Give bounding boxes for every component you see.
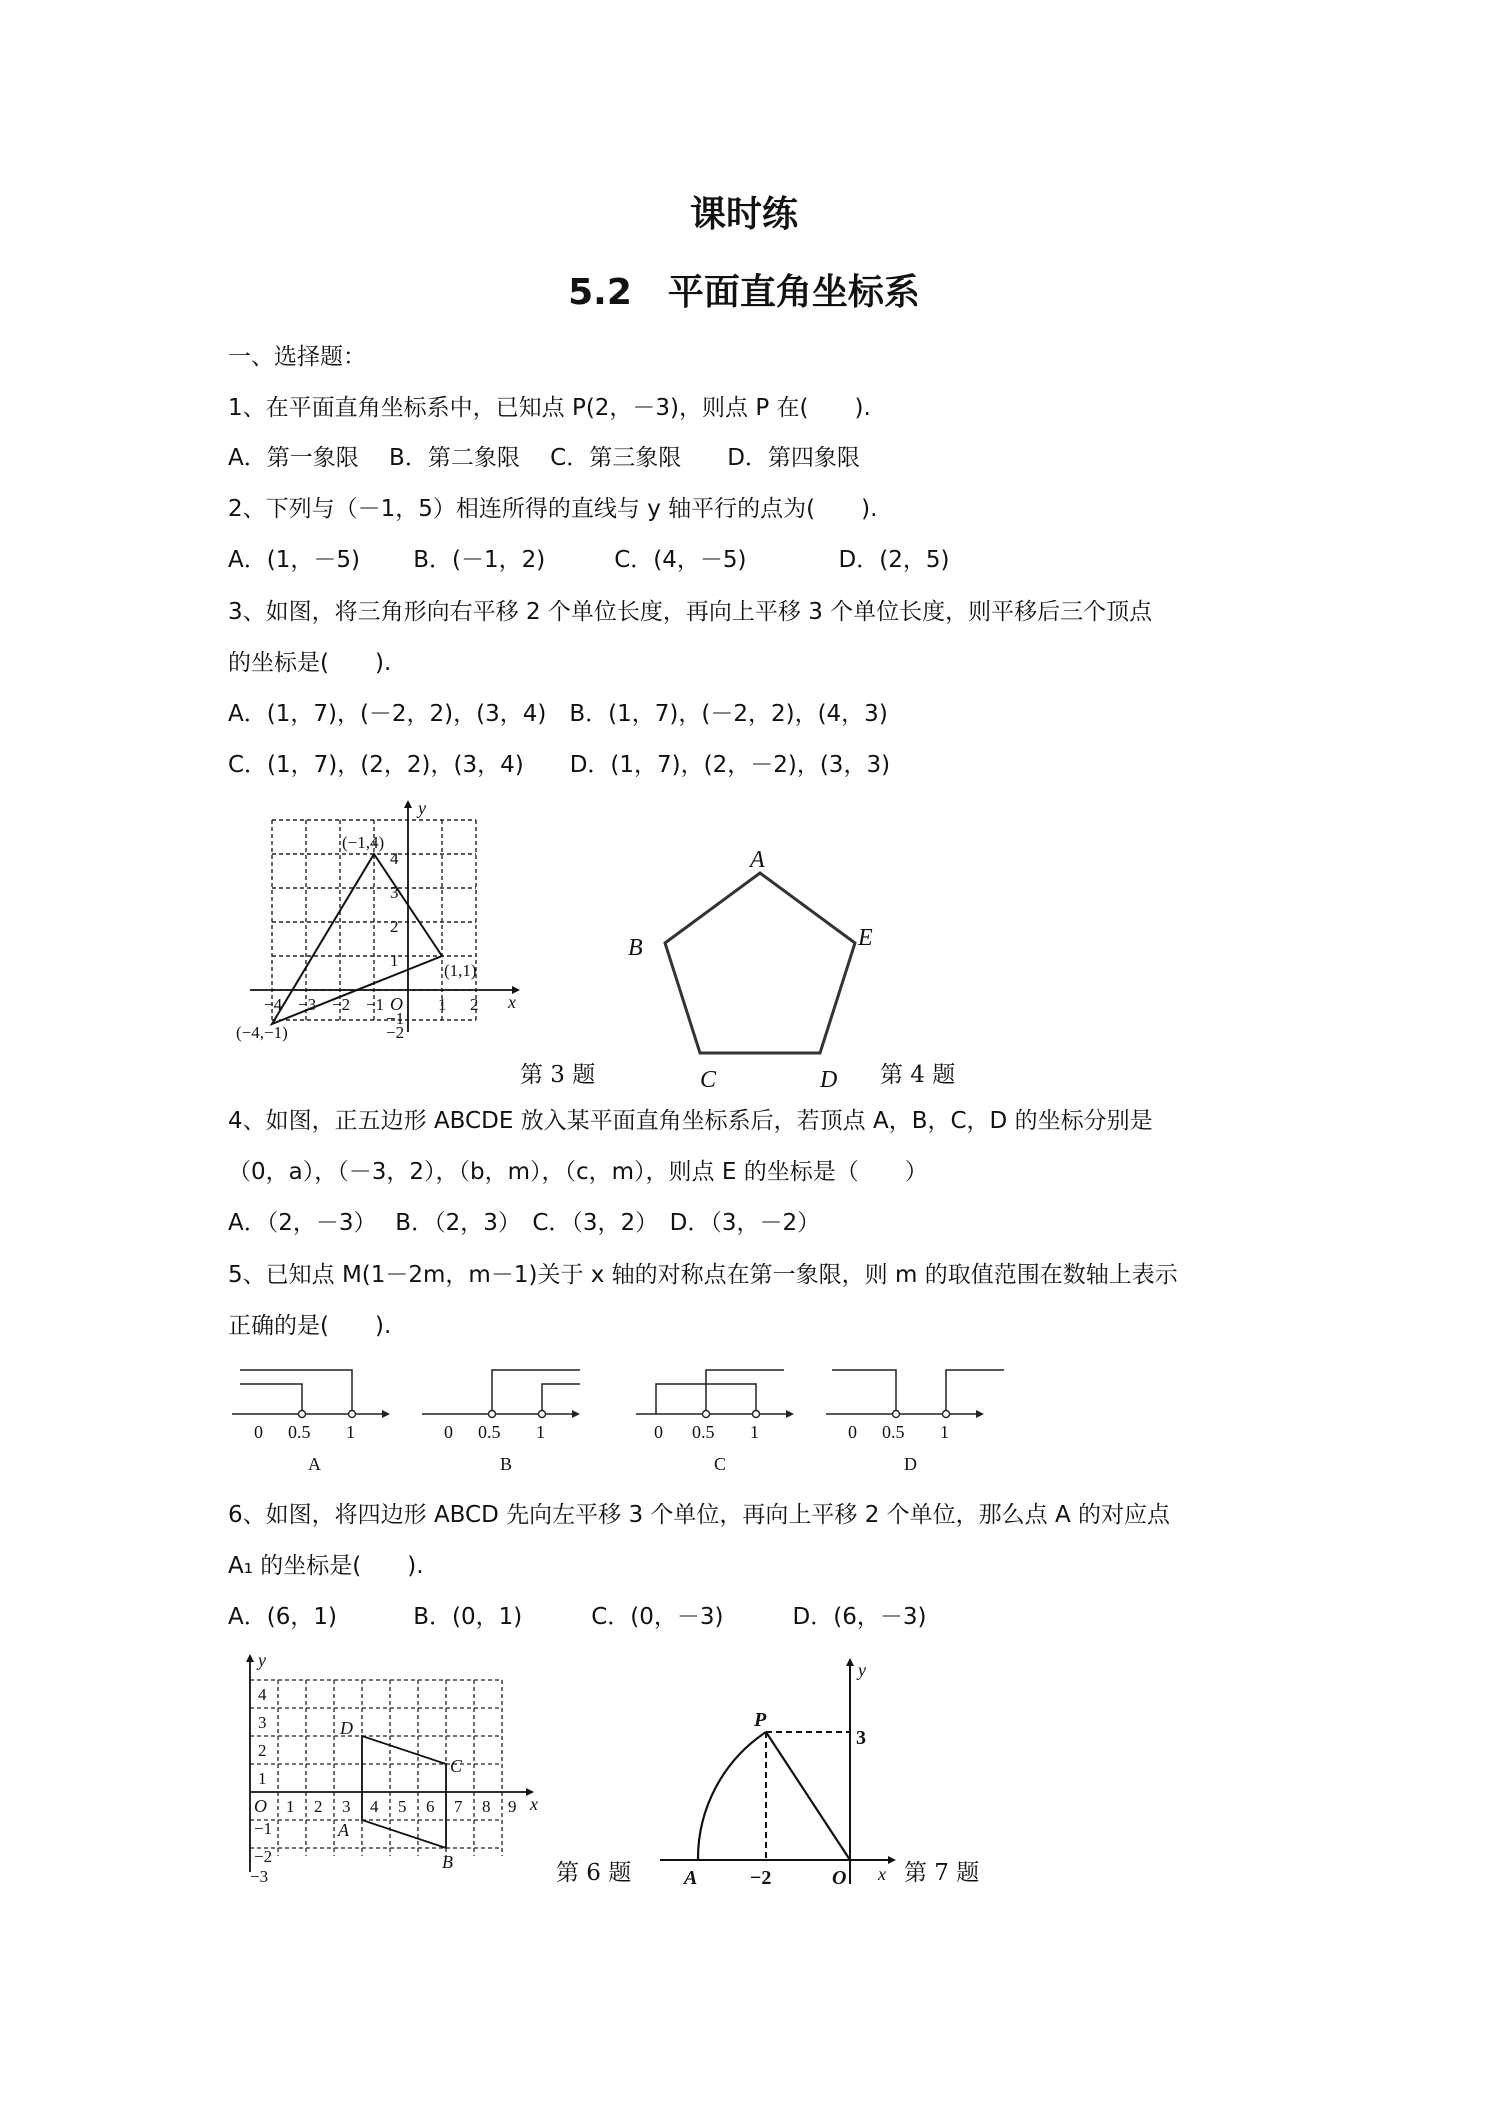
x-tick-label: −1: [366, 995, 385, 1014]
origin-label: O: [254, 1796, 267, 1816]
q3-stem-line2: 的坐标是( ).: [228, 650, 392, 676]
q3-figure-caption: 第 3 题: [520, 1062, 596, 1088]
q4-options: A．（2，－3） B．（2，3） C．（3，2） D．（3，－2）: [228, 1210, 821, 1236]
origin-label: O: [390, 994, 403, 1014]
vertex-label-d: D: [340, 1718, 353, 1738]
y-tick-label: 2: [258, 1741, 267, 1760]
q4-figure: [628, 847, 880, 1093]
x-tick-label: 3: [342, 1797, 351, 1816]
tick-1: 1: [536, 1422, 545, 1442]
tick-0-5: 0.5: [478, 1422, 501, 1442]
vertex-label-c: C: [700, 1067, 717, 1093]
number-line-b: [422, 1362, 582, 1480]
tick-0-5: 0.5: [882, 1422, 905, 1442]
tick-1: 1: [940, 1422, 949, 1442]
q3-options-line1: A．(1，7)，(－2，2)，(3，4) B．(1，7)，(－2，2)，(4，3): [228, 701, 888, 727]
y-tick-label: −3: [250, 1867, 269, 1886]
vertex-label-c: C: [450, 1756, 463, 1776]
q3-figure: [230, 800, 530, 1040]
option-letter-a: A: [308, 1454, 321, 1474]
point-label-a: A: [684, 1867, 698, 1889]
y-tick-label: −1: [254, 1819, 273, 1838]
tick-1: 1: [750, 1422, 759, 1442]
page-title: 课时练: [689, 194, 798, 235]
vertex-label-d: D: [820, 1067, 838, 1093]
page-subtitle: 5.2 平面直角坐标系: [568, 272, 920, 313]
point-label-right: (1,1): [444, 961, 477, 980]
x-tick-label: −2: [750, 1867, 772, 1889]
number-line-a: [232, 1362, 392, 1480]
q7-figure: [650, 1652, 900, 1892]
q1-options: A．第一象限 B．第二象限 C．第三象限 D．第四象限: [228, 445, 860, 471]
q6-figure-caption: 第 6 题: [556, 1860, 632, 1886]
vertex-label-b: B: [442, 1852, 453, 1872]
number-line-c: [636, 1362, 796, 1480]
q5-stem-line2: 正确的是( ).: [228, 1313, 392, 1339]
arc-ap: [698, 1732, 766, 1860]
y-tick-label: −2: [386, 1023, 405, 1042]
tick-0: 0: [654, 1422, 663, 1442]
x-axis-label: x: [530, 1794, 538, 1814]
q3-options-line2: C．(1，7)，(2，2)，(3，4) D．(1，7)，(2，－2)，(3，3): [228, 752, 891, 778]
vertex-label-a: A: [750, 847, 765, 873]
x-tick-label: 2: [314, 1797, 323, 1816]
y-tick-label: 1: [258, 1769, 267, 1788]
point-label-left: (−4,−1): [236, 1023, 288, 1042]
q2-stem: 2、下列与（－1，5）相连所得的直线与 y 轴平行的点为( ).: [228, 496, 878, 522]
q3-stem-line1: 3、如图，将三角形向右平移 2 个单位长度，再向上平移 3 个单位长度，则平移后三个顶点: [228, 599, 1153, 625]
x-tick-label: 2: [470, 995, 479, 1014]
x-axis-label: x: [878, 1864, 886, 1884]
y-tick-label: 3: [856, 1727, 866, 1749]
x-tick-label: 9: [508, 1797, 517, 1816]
y-tick-label: 3: [258, 1713, 267, 1732]
point-label-top: (−1,4): [342, 833, 385, 852]
section-heading: 一、选择题：: [228, 344, 366, 370]
x-tick-label: −3: [298, 995, 317, 1014]
y-axis-label: y: [258, 1650, 266, 1670]
q4-figure-caption: 第 4 题: [880, 1062, 956, 1088]
tick-0: 0: [254, 1422, 263, 1442]
y-axis-label: y: [858, 1660, 866, 1680]
point-label-p: P: [754, 1709, 767, 1731]
y-tick-label: 4: [258, 1685, 267, 1704]
origin-label: O: [832, 1867, 847, 1889]
vertex-label-b: B: [628, 935, 643, 961]
x-tick-label: 1: [438, 995, 447, 1014]
q6-stem-line1: 6、如图，将四边形 ABCD 先向左平移 3 个单位，再向上平移 2 个单位，那么点 A 的对应点: [228, 1502, 1171, 1528]
q5-stem-line1: 5、已知点 M(1－2m，m－1)关于 x 轴的对称点在第一象限，则 m 的取值范围在数轴上表示: [228, 1262, 1178, 1288]
x-tick-label: 4: [370, 1797, 379, 1816]
q6-options: A．(6，1) B．(0，1) C．(0，－3) D．(6，－3): [228, 1604, 927, 1630]
q7-figure-caption: 第 7 题: [904, 1860, 980, 1886]
q6-figure: [236, 1650, 546, 1886]
x-axis-label: x: [508, 992, 516, 1012]
q4-stem-line1: 4、如图，正五边形 ABCDE 放入某平面直角坐标系后，若顶点 A，B，C，D 的坐标分别是: [228, 1108, 1153, 1134]
y-tick-label: 1: [390, 951, 399, 970]
x-tick-label: 6: [426, 1797, 435, 1816]
q6-stem-line2: A₁ 的坐标是( ).: [228, 1553, 424, 1579]
y-tick-label: −1: [386, 1009, 405, 1028]
segment-po: [766, 1732, 850, 1860]
vertex-label-a: A: [338, 1820, 349, 1840]
pentagon: [665, 873, 855, 1053]
tick-0: 0: [444, 1422, 453, 1442]
q2-options: A．(1，－5) B．(－1，2) C．(4，－5) D．(2，5): [228, 547, 950, 573]
x-tick-label: 1: [286, 1797, 295, 1816]
option-letter-d: D: [904, 1454, 917, 1474]
q1-stem: 1、在平面直角坐标系中，已知点 P(2，－3)，则点 P 在( ).: [228, 395, 871, 421]
y-tick-label: 2: [390, 917, 399, 936]
option-letter-b: B: [500, 1454, 513, 1474]
vertex-label-e: E: [858, 925, 873, 951]
x-tick-label: 5: [398, 1797, 407, 1816]
tick-1: 1: [346, 1422, 355, 1442]
tick-0: 0: [848, 1422, 857, 1442]
x-tick-label: 8: [482, 1797, 491, 1816]
option-letter-c: C: [714, 1454, 727, 1474]
x-tick-label: 7: [454, 1797, 463, 1816]
q4-stem-line2: （0，a），（－3，2），（b，m），（c，m），则点 E 的坐标是（ ）: [228, 1159, 928, 1185]
x-tick-label: −2: [332, 995, 351, 1014]
tick-0-5: 0.5: [288, 1422, 311, 1442]
y-axis-label: y: [418, 798, 426, 818]
y-tick-label: −2: [254, 1847, 273, 1866]
number-line-d: [826, 1362, 1006, 1480]
x-tick-label: −4: [264, 995, 283, 1014]
tick-0-5: 0.5: [692, 1422, 715, 1442]
y-tick-label: 3: [390, 883, 399, 902]
y-tick-label: 4: [390, 849, 399, 868]
